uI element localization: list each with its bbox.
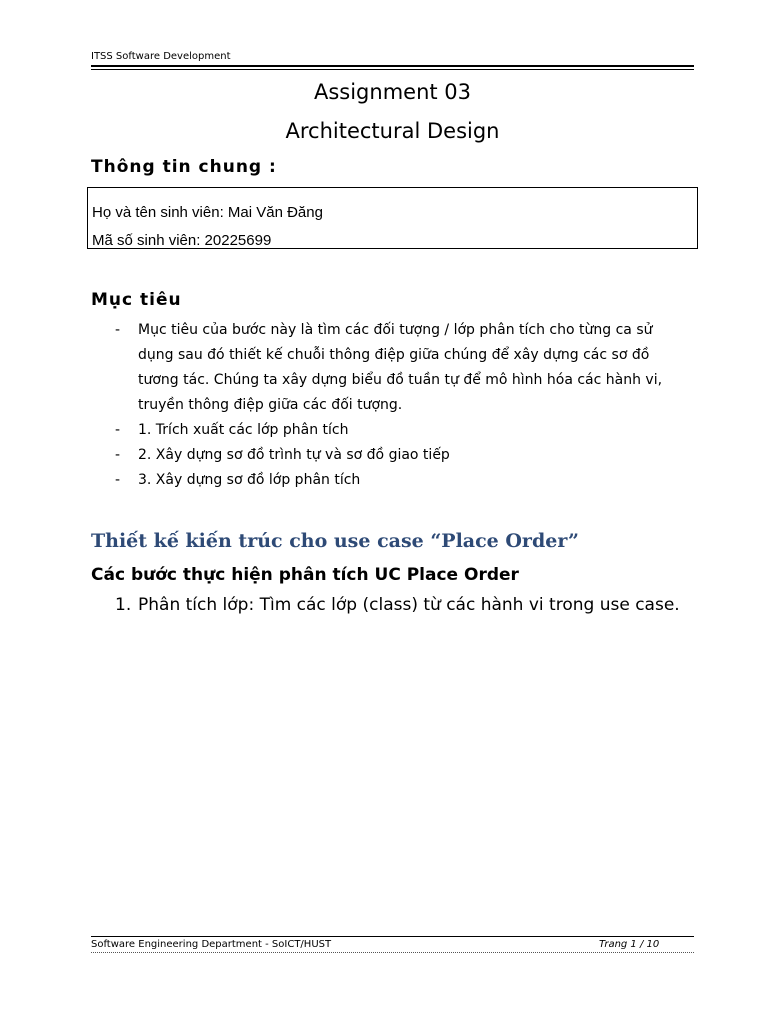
list-item: [91, 418, 691, 443]
objective-heading: Mục tiêu: [91, 290, 182, 310]
list-item: [91, 468, 691, 493]
footer-department: Software Engineering Department - SoICT/HUST: [91, 939, 332, 950]
assignment-subtitle: Architectural Design: [285, 119, 500, 143]
step-item: [115, 595, 680, 615]
header-divider: [91, 65, 694, 67]
list-item-text: 3. Xây dựng sơ đồ lớp phân tích: [138, 472, 361, 488]
bullet-dash: -: [115, 472, 121, 488]
footer-divider-dotted: [91, 952, 694, 953]
bullet-dash: -: [115, 447, 121, 463]
step-number: 1.: [115, 595, 132, 615]
step-text: Phân tích lớp: Tìm các lớp (class) từ các hành vi trong use case.: [138, 595, 680, 615]
objective-list: [91, 318, 691, 493]
student-id: Mã số sinh viên: 20225699: [92, 232, 272, 249]
list-item-text: Mục tiêu của bước này là tìm các đối tượng / lớp phân tích cho từng ca sử dụng sau đó thiết kế chuỗi thông điệp giữa chúng để xây dựng các sơ đồ tương tác. Chúng ta xây dựng biểu đồ tuần tự để mô hình hóa các hành vi, truyền thông điệp giữa các đối tượng.: [138, 322, 663, 413]
bullet-dash: -: [115, 422, 121, 438]
header-text: ITSS Software Development: [91, 51, 231, 62]
list-item: [91, 318, 691, 418]
usecase-heading: Thiết kế kiến trúc cho use case “Place Order”: [91, 530, 579, 552]
list-item-text: 2. Xây dựng sơ đồ trình tự và sơ đồ giao tiếp: [138, 447, 450, 463]
student-name: Họ và tên sinh viên: Mai Văn Đăng: [92, 204, 323, 221]
footer-page-number: Trang 1 / 10: [599, 939, 660, 950]
bullet-dash: -: [115, 322, 121, 338]
assignment-title: Assignment 03: [313, 80, 472, 104]
footer-divider: [91, 936, 694, 937]
list-item-text: 1. Trích xuất các lớp phân tích: [138, 422, 349, 438]
steps-heading: Các bước thực hiện phân tích UC Place Order: [91, 565, 519, 585]
list-item: [91, 443, 691, 468]
general-info-heading: Thông tin chung :: [91, 157, 277, 177]
student-info-box: [87, 187, 698, 249]
header-divider-thin: [91, 69, 694, 70]
